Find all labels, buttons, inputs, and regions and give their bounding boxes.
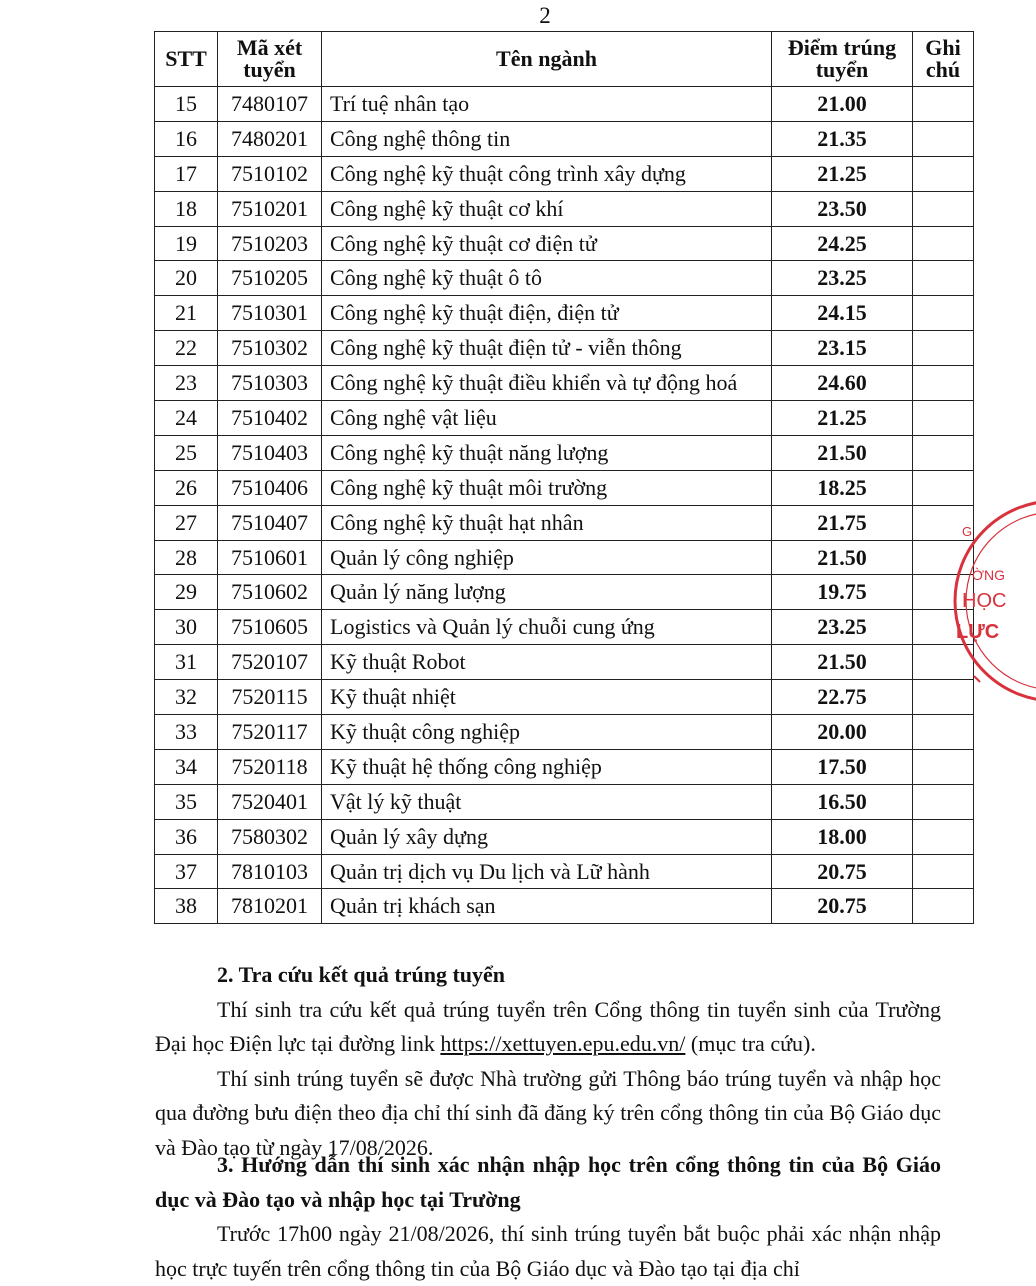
header-score-line1: Điểm trúng bbox=[787, 35, 897, 60]
row-code: 7810103 bbox=[218, 854, 322, 889]
row-score: 21.25 bbox=[772, 156, 913, 191]
header-score-line2: tuyển bbox=[815, 57, 869, 82]
table-row bbox=[155, 645, 974, 680]
row-name: Kỹ thuật Robot bbox=[322, 645, 772, 680]
row-name: Kỹ thuật công nghiệp bbox=[322, 715, 772, 750]
header-code-line1: Mã xét bbox=[236, 35, 303, 60]
row-score: 21.25 bbox=[772, 401, 913, 436]
row-code: 7520117 bbox=[218, 715, 322, 750]
row-code: 7510605 bbox=[218, 610, 322, 645]
row-score: 21.00 bbox=[772, 87, 913, 122]
row-stt: 33 bbox=[155, 715, 218, 750]
row-note bbox=[913, 191, 974, 226]
header-stt: STT bbox=[155, 32, 218, 87]
row-stt: 31 bbox=[155, 645, 218, 680]
row-code: 7510406 bbox=[218, 470, 322, 505]
row-name: Kỹ thuật nhiệt bbox=[322, 680, 772, 715]
row-code: 7510203 bbox=[218, 226, 322, 261]
table-row bbox=[155, 819, 974, 854]
row-note bbox=[913, 366, 974, 401]
row-stt: 34 bbox=[155, 749, 218, 784]
row-note bbox=[913, 715, 974, 750]
row-name: Trí tuệ nhân tạo bbox=[322, 87, 772, 122]
admission-score-table bbox=[154, 31, 974, 924]
table-row bbox=[155, 121, 974, 156]
row-note bbox=[913, 575, 974, 610]
header-note bbox=[913, 32, 974, 87]
row-stt: 35 bbox=[155, 784, 218, 819]
row-code: 7520115 bbox=[218, 680, 322, 715]
row-stt: 17 bbox=[155, 156, 218, 191]
row-score: 23.25 bbox=[772, 261, 913, 296]
seal-text-1: G bbox=[962, 524, 973, 539]
row-note bbox=[913, 889, 974, 924]
row-name: Công nghệ kỹ thuật điện, điện tử bbox=[322, 296, 772, 331]
row-name: Quản trị dịch vụ Du lịch và Lữ hành bbox=[322, 854, 772, 889]
row-code: 7510201 bbox=[218, 191, 322, 226]
row-note bbox=[913, 87, 974, 122]
section-2 bbox=[155, 958, 941, 1165]
row-code: 7510302 bbox=[218, 331, 322, 366]
row-name: Công nghệ kỹ thuật điện tử - viễn thông bbox=[322, 331, 772, 366]
table-row bbox=[155, 331, 974, 366]
header-score bbox=[772, 32, 913, 87]
table-row bbox=[155, 889, 974, 924]
page-number: 2 bbox=[539, 3, 551, 28]
row-note bbox=[913, 505, 974, 540]
row-score: 22.75 bbox=[772, 680, 913, 715]
section-3 bbox=[155, 1148, 941, 1286]
table-row bbox=[155, 435, 974, 470]
row-score: 21.35 bbox=[772, 121, 913, 156]
row-score: 16.50 bbox=[772, 784, 913, 819]
row-stt: 24 bbox=[155, 401, 218, 436]
row-code: 7520107 bbox=[218, 645, 322, 680]
row-score: 19.75 bbox=[772, 575, 913, 610]
row-stt: 26 bbox=[155, 470, 218, 505]
row-code: 7480107 bbox=[218, 87, 322, 122]
row-code: 7510301 bbox=[218, 296, 322, 331]
seal-text-4: LỰC bbox=[956, 621, 1000, 643]
row-stt: 23 bbox=[155, 366, 218, 401]
row-stt: 37 bbox=[155, 854, 218, 889]
table-row bbox=[155, 226, 974, 261]
row-note bbox=[913, 854, 974, 889]
table-header-row bbox=[155, 32, 974, 87]
section-2-paragraph-1-text: Thí sinh tra cứu kết quả trúng tuyển trên Cổng thông tin tuyển sinh của Trường Đại học Điện lực tại đường link bbox=[155, 996, 941, 1056]
row-code: 7510205 bbox=[218, 261, 322, 296]
lookup-link[interactable]: https://xettuyen.epu.edu.vn/ bbox=[440, 1031, 686, 1056]
row-stt: 32 bbox=[155, 680, 218, 715]
row-score: 23.50 bbox=[772, 191, 913, 226]
row-score: 17.50 bbox=[772, 749, 913, 784]
row-score: 23.15 bbox=[772, 331, 913, 366]
row-stt: 27 bbox=[155, 505, 218, 540]
row-note bbox=[913, 680, 974, 715]
row-stt: 19 bbox=[155, 226, 218, 261]
row-stt: 16 bbox=[155, 121, 218, 156]
row-name: Công nghệ kỹ thuật ô tô bbox=[322, 261, 772, 296]
row-note bbox=[913, 435, 974, 470]
row-name: Vật lý kỹ thuật bbox=[322, 784, 772, 819]
row-stt: 30 bbox=[155, 610, 218, 645]
table-row bbox=[155, 366, 974, 401]
row-stt: 38 bbox=[155, 889, 218, 924]
row-note bbox=[913, 645, 974, 680]
row-note bbox=[913, 749, 974, 784]
row-score: 24.15 bbox=[772, 296, 913, 331]
table-row bbox=[155, 715, 974, 750]
row-note bbox=[913, 296, 974, 331]
row-stt: 22 bbox=[155, 331, 218, 366]
header-name: Tên ngành bbox=[322, 32, 772, 87]
table-row bbox=[155, 610, 974, 645]
row-stt: 21 bbox=[155, 296, 218, 331]
row-code: 7510602 bbox=[218, 575, 322, 610]
table-row bbox=[155, 261, 974, 296]
seal-mark bbox=[974, 676, 980, 682]
row-stt: 29 bbox=[155, 575, 218, 610]
header-code-line2: tuyển bbox=[243, 57, 296, 82]
row-name: Logistics và Quản lý chuỗi cung ứng bbox=[322, 610, 772, 645]
row-note bbox=[913, 819, 974, 854]
row-note bbox=[913, 331, 974, 366]
row-score: 21.50 bbox=[772, 540, 913, 575]
table-row bbox=[155, 540, 974, 575]
row-code: 7520401 bbox=[218, 784, 322, 819]
row-name: Quản lý năng lượng bbox=[322, 575, 772, 610]
row-stt: 28 bbox=[155, 540, 218, 575]
table-row bbox=[155, 575, 974, 610]
row-code: 7580302 bbox=[218, 819, 322, 854]
row-name: Công nghệ kỹ thuật hạt nhân bbox=[322, 505, 772, 540]
row-code: 7520118 bbox=[218, 749, 322, 784]
section-3-paragraph-1: Trước 17h00 ngày 21/08/2026, thí sinh trúng tuyển bắt buộc phải xác nhận nhập học trực tuyến trên cổng thông tin của Bộ Giáo dục và Đào tạo tại địa chỉ bbox=[155, 1221, 941, 1281]
seal-text-3: HỌC bbox=[962, 590, 1007, 612]
row-code: 7810201 bbox=[218, 889, 322, 924]
row-code: 7510303 bbox=[218, 366, 322, 401]
header-code bbox=[218, 32, 322, 87]
row-note bbox=[913, 401, 974, 436]
row-note bbox=[913, 470, 974, 505]
row-name: Công nghệ vật liệu bbox=[322, 401, 772, 436]
row-note bbox=[913, 610, 974, 645]
row-stt: 20 bbox=[155, 261, 218, 296]
row-stt: 18 bbox=[155, 191, 218, 226]
row-code: 7510102 bbox=[218, 156, 322, 191]
row-name: Quản lý xây dựng bbox=[322, 819, 772, 854]
row-note bbox=[913, 261, 974, 296]
row-score: 18.00 bbox=[772, 819, 913, 854]
row-score: 18.25 bbox=[772, 470, 913, 505]
row-score: 20.75 bbox=[772, 889, 913, 924]
table-row bbox=[155, 156, 974, 191]
table-row bbox=[155, 87, 974, 122]
row-name: Quản trị khách sạn bbox=[322, 889, 772, 924]
header-note-line1: Ghi bbox=[925, 35, 961, 60]
row-name: Công nghệ kỹ thuật môi trường bbox=[322, 470, 772, 505]
row-name: Quản lý công nghiệp bbox=[322, 540, 772, 575]
table-row bbox=[155, 470, 974, 505]
row-score: 21.75 bbox=[772, 505, 913, 540]
table-row bbox=[155, 505, 974, 540]
row-name: Công nghệ kỹ thuật cơ điện tử bbox=[322, 226, 772, 261]
table-row bbox=[155, 854, 974, 889]
row-note bbox=[913, 540, 974, 575]
row-code: 7510402 bbox=[218, 401, 322, 436]
table-body bbox=[155, 87, 974, 924]
row-score: 20.00 bbox=[772, 715, 913, 750]
table-row bbox=[155, 191, 974, 226]
section-2-paragraph-1 bbox=[155, 993, 941, 1062]
row-code: 7510601 bbox=[218, 540, 322, 575]
table-row bbox=[155, 784, 974, 819]
table-row bbox=[155, 401, 974, 436]
row-score: 21.50 bbox=[772, 435, 913, 470]
row-note bbox=[913, 156, 974, 191]
row-score: 21.50 bbox=[772, 645, 913, 680]
row-note bbox=[913, 121, 974, 156]
row-code: 7480201 bbox=[218, 121, 322, 156]
row-note bbox=[913, 784, 974, 819]
table-row bbox=[155, 680, 974, 715]
row-name: Công nghệ thông tin bbox=[322, 121, 772, 156]
row-name: Công nghệ kỹ thuật điều khiển và tự động hoá bbox=[322, 366, 772, 401]
row-stt: 36 bbox=[155, 819, 218, 854]
table-row bbox=[155, 296, 974, 331]
header-note-line2: chú bbox=[925, 57, 961, 82]
row-name: Công nghệ kỹ thuật công trình xây dựng bbox=[322, 156, 772, 191]
row-code: 7510403 bbox=[218, 435, 322, 470]
row-note bbox=[913, 226, 974, 261]
row-name: Kỹ thuật hệ thống công nghiệp bbox=[322, 749, 772, 784]
row-score: 24.60 bbox=[772, 366, 913, 401]
row-stt: 25 bbox=[155, 435, 218, 470]
seal-text-2: ỜNG bbox=[972, 567, 1006, 583]
row-code: 7510407 bbox=[218, 505, 322, 540]
table-row bbox=[155, 749, 974, 784]
row-score: 20.75 bbox=[772, 854, 913, 889]
row-name: Công nghệ kỹ thuật năng lượng bbox=[322, 435, 772, 470]
row-score: 23.25 bbox=[772, 610, 913, 645]
row-stt: 15 bbox=[155, 87, 218, 122]
section-2-paragraph-2: Thí sinh trúng tuyển sẽ được Nhà trường gửi Thông báo trúng tuyển và nhập học qua đường bưu điện theo địa chỉ thí sinh đã đăng ký trên cổng thông tin của Bộ Giáo dục và Đào tạo từ ngày 17/08/2026. bbox=[155, 1065, 941, 1160]
section-3-heading: 3. Hướng dẫn thí sinh xác nhận nhập học trên cổng thông tin của Bộ Giáo dục và Đào tạo và nhập học tại Trường bbox=[155, 1152, 941, 1212]
row-score: 24.25 bbox=[772, 226, 913, 261]
section-2-paragraph-1-tail: (mục tra cứu). bbox=[685, 1031, 816, 1056]
row-name: Công nghệ kỹ thuật cơ khí bbox=[322, 191, 772, 226]
section-2-heading: 2. Tra cứu kết quả trúng tuyển bbox=[217, 962, 506, 987]
